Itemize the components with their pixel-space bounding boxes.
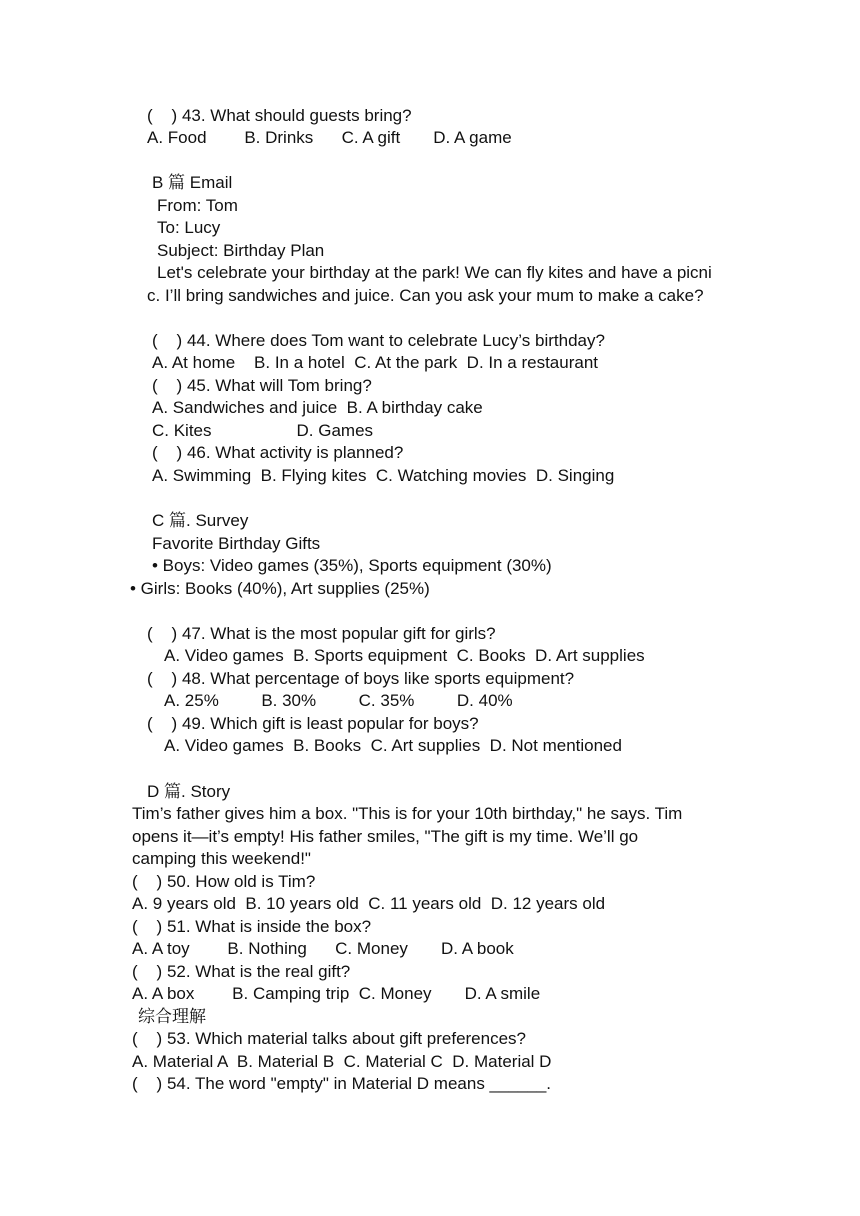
- options-51: A. A toy B. Nothing C. Money D. A book: [132, 939, 514, 958]
- question-44: ( ) 44. Where does Tom want to celebrate Lucy’s birthday?: [152, 331, 605, 350]
- email-body-line-1: Let's celebrate your birthday at the park! We can fly kites and have a picni: [157, 263, 712, 282]
- question-48: ( ) 48. What percentage of boys like sports equipment?: [147, 669, 575, 688]
- options-45-row-1: A. Sandwiches and juice B. A birthday cake: [152, 398, 483, 417]
- question-45: ( ) 45. What will Tom bring?: [152, 376, 372, 395]
- options-45-row-2: C. Kites D. Games: [152, 421, 374, 440]
- survey-title: Favorite Birthday Gifts: [152, 534, 321, 553]
- options-47: A. Video games B. Sports equipment C. Books D. Art supplies: [164, 646, 645, 665]
- survey-girls: • Girls: Books (40%), Art supplies (25%): [130, 579, 430, 598]
- story-line-3: camping this weekend!": [132, 849, 311, 868]
- question-50: ( ) 50. How old is Tim?: [132, 872, 316, 891]
- question-43: ( ) 43. What should guests bring?: [147, 106, 412, 125]
- email-subject: Subject: Birthday Plan: [157, 241, 325, 260]
- options-48: A. 25% B. 30% C. 35% D. 40%: [164, 691, 513, 710]
- story-line-1: Tim’s father gives him a box. "This is for your 10th birthday," he says. Tim: [132, 804, 683, 823]
- email-from: From: Tom: [157, 196, 238, 215]
- email-body-line-2: c. I’ll bring sandwiches and juice. Can you ask your mum to make a cake?: [147, 286, 704, 305]
- section-c-heading: C 篇. Survey: [152, 511, 249, 530]
- section-b-heading: B 篇 Email: [152, 173, 233, 192]
- question-49: ( ) 49. Which gift is least popular for boys?: [147, 714, 479, 733]
- options-49: A. Video games B. Books C. Art supplies D. Not mentioned: [164, 736, 622, 755]
- options-46: A. Swimming B. Flying kites C. Watching movies D. Singing: [152, 466, 615, 485]
- survey-boys: • Boys: Video games (35%), Sports equipment (30%): [152, 556, 552, 575]
- question-47: ( ) 47. What is the most popular gift for girls?: [147, 624, 496, 643]
- comprehensive-heading: 综合理解: [138, 1007, 206, 1026]
- options-53: A. Material A B. Material B C. Material C D. Material D: [132, 1052, 552, 1071]
- options-50: A. 9 years old B. 10 years old C. 11 years old D. 12 years old: [132, 894, 606, 913]
- options-52: A. A box B. Camping trip C. Money D. A smile: [132, 984, 541, 1003]
- email-to: To: Lucy: [157, 218, 221, 237]
- options-43: A. Food B. Drinks C. A gift D. A game: [147, 128, 512, 147]
- question-52: ( ) 52. What is the real gift?: [132, 962, 351, 981]
- question-53: ( ) 53. Which material talks about gift preferences?: [132, 1029, 527, 1048]
- question-51: ( ) 51. What is inside the box?: [132, 917, 372, 936]
- options-44: A. At home B. In a hotel C. At the park D. In a restaurant: [152, 353, 599, 372]
- question-54: ( ) 54. The word "empty" in Material D means ______.: [132, 1074, 551, 1093]
- section-d-heading: D 篇. Story: [147, 782, 231, 801]
- question-46: ( ) 46. What activity is planned?: [152, 443, 404, 462]
- story-line-2: opens it—it’s empty! His father smiles, "The gift is my time. We’ll go: [132, 827, 639, 846]
